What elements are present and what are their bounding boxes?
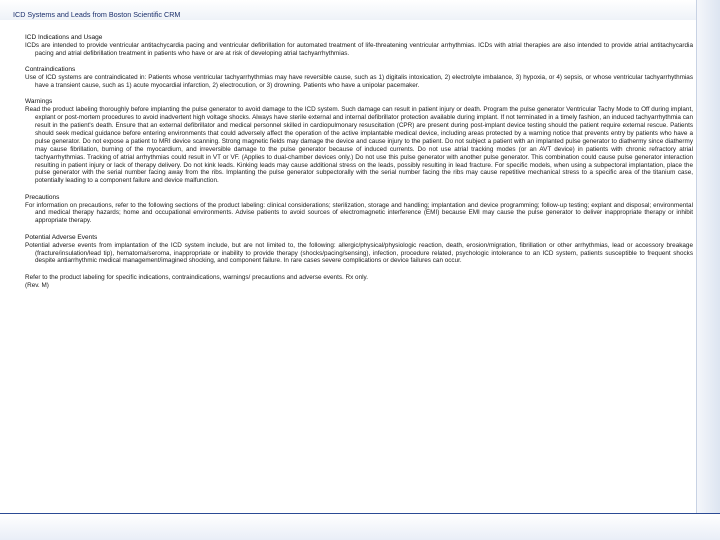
section-body: For information on precautions, refer to the following sections of the product labeling: clinical considerations; sterilization, storage and handling; implantation and device programming; follow-up testing; explant and disposal; environmental and medical therapy hazards; home and occupational environments. Advise patients to avoid sources of electromagnetic interference (EMI) because EMI may cause the pulse generator to deliver inappropriate therapy or inhibit appropriate therapy. [25,201,693,225]
section-contraindications [25,66,693,90]
section-precautions [25,194,693,226]
content-body [25,34,693,298]
section-heading: Precautions [25,193,60,201]
section-indications [25,34,693,58]
bottom-band [0,514,720,540]
section-body: ICDs are intended to provide ventricular antitachycardia pacing and ventricular defibrillation for automated treatment of life-threatening ventricular arrhythmias. ICDs with atrial therapies are also intended to provide atrial antitachycardia pacing and atrial defibrillation treatment in patients who have or are at risk of developing atrial tachyarrhythmias. [25,42,693,57]
section-heading: Potential Adverse Events [25,233,98,241]
section-heading: Warnings [25,98,53,106]
section-adverse-events [25,234,693,266]
section-heading: ICD Indications and Usage [25,34,103,41]
section-body: Potential adverse events from implantation of the ICD system include, but are not limited to, the following: allergic/physical/physiologic reaction, death, erosion/migration, fibrillation or other arrhythmias, lead or accessory breakage (fracture/insulation/lead tip), hematoma/seroma, inappropriate or inability to provide therapy (shocks/pacing/sensing), infection, procedure related, psychologic intolerance to an ICD system, patients susceptible to frequent shocks despite antiarrhythmic medical management/imagined shocking, and component failure. In rare cases severe complications or device failures can occur. [25,241,693,265]
right-decorative-panel [696,0,720,540]
section-footer-notes [25,274,693,290]
section-body: Use of ICD systems are contraindicated in: Patients whose ventricular tachyarrhythmias may have reversible cause, such as 1) digitalis intoxication, 2) electrolyte imbalance, 3) hypoxia, or 4) sepsis, or whose ventricular tachyarrhythmias have a transient cause, such as 1) acute myocardial infarction, 2) electrocution, or 3) drowning. Patients who have a unipolar pacemaker. [25,74,693,90]
section-body: Read the product labeling thoroughly before implanting the pulse generator to avoid damage to the ICD system. Such damage can result in patient injury or death. Program the pulse generator Ventricular Tachy Mode to Off during implant, explant or post-mortem procedures to avoid inadvertent high voltage shocks. Always have sterile external and internal defibrillator protection available during implant. If not terminated in a timely fashion, an induced tachyarrhythmia can result in the patient's death. Ensure that an external defibrillator and medical personnel skilled in cardiopulmonary resuscitation (CPR) are present during post-implant device testing should the patient require external rescue. Patients should seek medical guidance before entering environments that could adversely affect the operation of the active implantable medical device, including areas protected by a warning notice that prevents entry by patients who have a pulse generator. Do not expose a patient to MRI device scanning. Strong magnetic fields may damage the device and cause injury to the patient. Do not subject a patient with an implanted pulse generator to diathermy since diathermy may cause fibrillation, burning of the myocardium, and irreversible damage to the pulse generator because of induced currents. Do not use atrial tracking modes (or an AVT device) in patients with chronic refractory atrial tachyarrhythmias. Tracking of atrial arrhythmias could result in VT or VF. (Applies to dual-chamber devices only.) Do not use this pulse generator with another pulse generator. This combination could cause pulse generator interaction resulting in patient injury or lack of therapy delivery. Do not kink leads. Kinking leads may cause additional stress on the leads, possibly resulting in lead fracture. For specific models, when using a subpectoral implantation, place the pulse generator with the serial number facing away from the ribs. Implanting the pulse generator subpectorally with the serial number facing the ribs may cause repetitive mechanical stress to a specific area of the titanium case, potentially leading to a component failure and device malfunction. [25,106,693,185]
section-heading: Contraindications [25,66,76,74]
slide-title: ICD Systems and Leads from Boston Scientific CRM [13,10,181,19]
labeling-reference-note: Refer to the product labeling for specific indications, contraindications, warnings/ precautions and adverse events. Rx only. [25,273,368,281]
revision-label: (Rev. M) [25,281,49,289]
section-warnings [25,98,693,185]
